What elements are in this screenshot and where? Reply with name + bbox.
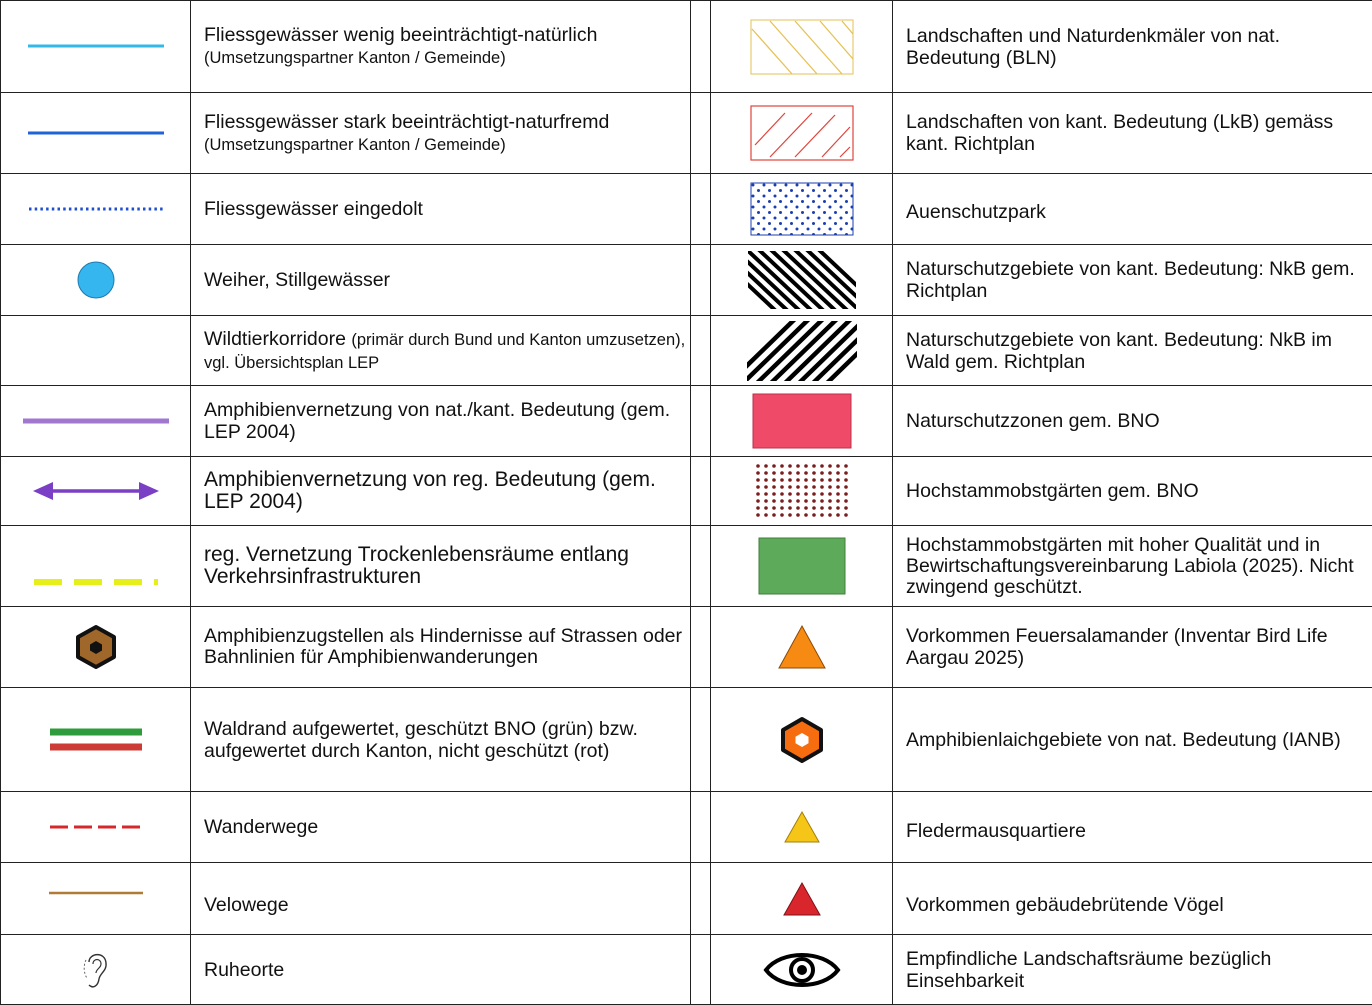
legend-note: (Umsetzungspartner Kanton / Gemeinde) (204, 136, 506, 154)
brown-line-icon (49, 891, 143, 895)
legend-symbol-cell (1, 174, 191, 245)
legend-label: Amphibienvernetzung von nat./kant. Bedeutung (gem. LEP 2004) (204, 399, 670, 443)
legend-text-cell (191, 526, 691, 607)
legend-symbol-cell (711, 174, 893, 245)
yellow-triangle-icon (783, 810, 821, 844)
legend-label: Hochstammobstgärten gem. BNO (906, 480, 1199, 502)
legend-label: Naturschutzgebiete von kant. Bedeutung: NkB gem. Richtplan (906, 258, 1355, 302)
column-gap (691, 457, 711, 526)
legend-symbol-cell (711, 316, 893, 386)
legend-label: Fledermausquartiere (906, 820, 1086, 842)
legend-symbol-cell (1, 245, 191, 316)
legend-text-cell (191, 863, 691, 935)
legend-note: (Umsetzungspartner Kanton / Gemeinde) (204, 49, 506, 67)
legend-row (1, 316, 1372, 386)
legend-label: Waldrand aufgewertet, geschützt BNO (grün) bzw. aufgewertet durch Kanton, nicht geschützt (rot) (204, 718, 638, 762)
column-gap (691, 245, 711, 316)
legend-row (1, 245, 1372, 316)
legend-label: Amphibienvernetzung von reg. Bedeutung (gem. LEP 2004) (204, 468, 656, 513)
legend-label: Wanderwege (204, 816, 318, 838)
pink-rectangle-icon (752, 393, 852, 449)
legend-symbol-cell (711, 93, 893, 174)
legend-text-cell (893, 935, 1372, 1005)
legend-row (1, 526, 1372, 607)
column-gap (691, 174, 711, 245)
legend-text-cell (893, 688, 1372, 792)
dotted-blue-line-icon (26, 206, 166, 212)
black-hatch-forest-icon (747, 321, 857, 381)
column-gap (691, 316, 711, 386)
column-gap (691, 863, 711, 935)
legend-row (1, 863, 1372, 935)
legend-label: Landschaften von kant. Bedeutung (LkB) gemäss kant. Richtplan (906, 111, 1333, 155)
legend-symbol-cell (711, 863, 893, 935)
legend-symbol-cell (711, 935, 893, 1005)
legend-label: Fliessgewässer stark beeinträchtigt-naturfremd (204, 111, 609, 133)
legend-symbol-cell (1, 792, 191, 863)
red-triangle-icon (782, 881, 822, 917)
legend-text-cell (893, 457, 1372, 526)
legend-row (1, 607, 1372, 688)
column-gap (691, 526, 711, 607)
legend-symbol-cell (1, 457, 191, 526)
legend-symbol-cell (1, 1, 191, 93)
column-gap (691, 386, 711, 457)
legend-symbol-cell (711, 792, 893, 863)
legend-row (1, 174, 1372, 245)
legend-text-cell (893, 607, 1372, 688)
legend-row (1, 792, 1372, 863)
purple-double-arrow-icon (33, 481, 159, 501)
legend-symbol-cell (711, 386, 893, 457)
legend-text-cell (191, 93, 691, 174)
legend-symbol-cell (1, 607, 191, 688)
eye-icon (763, 950, 841, 990)
legend-symbol-cell (1, 316, 191, 386)
red-hatch-icon (750, 105, 854, 161)
legend-symbol-cell (711, 607, 893, 688)
legend-label: Ruheorte (204, 959, 284, 981)
legend-symbol-cell (711, 245, 893, 316)
legend-text-cell (191, 457, 691, 526)
light-blue-line-icon (26, 43, 166, 49)
legend-text-cell (191, 792, 691, 863)
brown-hexagon-icon (75, 625, 117, 669)
column-gap (691, 792, 711, 863)
legend-label: Landschaften und Naturdenkmäler von nat. Bedeutung (BLN) (906, 25, 1280, 69)
legend-symbol-cell (711, 526, 893, 607)
legend-label: Hochstammobstgärten mit hoher Qualität und in Bewirtschaftungsvereinbarung Labiola (2025). Nicht zwingend geschützt. (906, 534, 1354, 598)
legend-text-cell (191, 1, 691, 93)
legend-text-cell (893, 386, 1372, 457)
legend-symbol-cell (1, 688, 191, 792)
legend-label: Fliessgewässer wenig beeinträchtigt-natürlich (204, 24, 597, 46)
legend-text-cell (893, 863, 1372, 935)
legend-label: Auenschutzpark (906, 201, 1046, 223)
legend-label: Empfindliche Landschaftsräume bezüglich Einsehbarkeit (906, 948, 1271, 992)
legend-symbol-cell (711, 1, 893, 93)
yellow-dashed-line-icon (34, 577, 158, 587)
blue-line-icon (26, 130, 166, 136)
legend-note: (primär durch Bund und Kanton umzusetzen), vgl. Übersichtsplan LEP (204, 331, 685, 372)
legend-label: Vorkommen Feuersalamander (Inventar Bird Life Aargau 2025) (906, 625, 1328, 669)
legend-text-cell (191, 174, 691, 245)
column-gap (691, 1, 711, 93)
legend-row (1, 688, 1372, 792)
blue-circle-icon (76, 260, 116, 300)
column-gap (691, 93, 711, 174)
legend-symbol-cell (1, 93, 191, 174)
legend-label: reg. Vernetzung Trockenlebensräume entlang Verkehrsinfrastrukturen (204, 543, 629, 588)
legend-text-cell (191, 316, 691, 386)
legend-symbol-cell (711, 688, 893, 792)
legend-text-cell (191, 688, 691, 792)
legend-label: Amphibienlaichgebiete von nat. Bedeutung (IANB) (906, 729, 1341, 751)
legend-label: Fliessgewässer eingedolt (204, 198, 423, 220)
legend-text-cell (191, 245, 691, 316)
legend-row (1, 457, 1372, 526)
legend-row (1, 386, 1372, 457)
brown-dot-pattern-icon (755, 463, 849, 519)
legend-text-cell (191, 935, 691, 1005)
red-dashed-line-icon (50, 824, 142, 830)
legend-label: Vorkommen gebäudebrütende Vögel (906, 894, 1224, 916)
ear-icon (81, 948, 111, 992)
column-gap (691, 935, 711, 1005)
legend-label: Weiher, Stillgewässer (204, 269, 390, 291)
legend-symbol-cell (1, 526, 191, 607)
legend-label: Wildtierkorridore (204, 328, 346, 350)
legend-text-cell (191, 607, 691, 688)
green-rectangle-icon (758, 537, 846, 595)
legend-label: Naturschutzzonen gem. BNO (906, 410, 1160, 432)
purple-line-icon (21, 417, 171, 425)
yellow-hatch-icon (750, 19, 854, 75)
column-gap (691, 607, 711, 688)
column-gap (691, 688, 711, 792)
legend-text-cell (893, 1, 1372, 93)
green-red-lines-icon (50, 726, 142, 754)
legend-text-cell (893, 174, 1372, 245)
legend-label: Naturschutzgebiete von kant. Bedeutung: NkB im Wald gem. Richtplan (906, 329, 1332, 373)
legend-label: Velowege (204, 894, 289, 916)
legend-text-cell (893, 245, 1372, 316)
legend-row (1, 935, 1372, 1005)
legend-row (1, 93, 1372, 174)
blue-dot-pattern-icon (750, 182, 854, 236)
legend-text-cell (191, 386, 691, 457)
legend-symbol-cell (1, 386, 191, 457)
orange-hexagon-icon (780, 717, 824, 763)
legend-symbol-cell (1, 935, 191, 1005)
legend-symbol-cell (711, 457, 893, 526)
black-hatch-dense-icon (748, 251, 856, 309)
legend-text-cell (893, 316, 1372, 386)
legend-row (1, 1, 1372, 93)
orange-triangle-icon (777, 624, 827, 670)
legend-symbol-cell (1, 863, 191, 935)
legend-label: Amphibienzugstellen als Hindernisse auf Strassen oder Bahnlinien für Amphibienwanderungen (204, 625, 682, 668)
legend-text-cell (893, 93, 1372, 174)
legend-text-cell (893, 792, 1372, 863)
legend-text-cell (893, 526, 1372, 607)
